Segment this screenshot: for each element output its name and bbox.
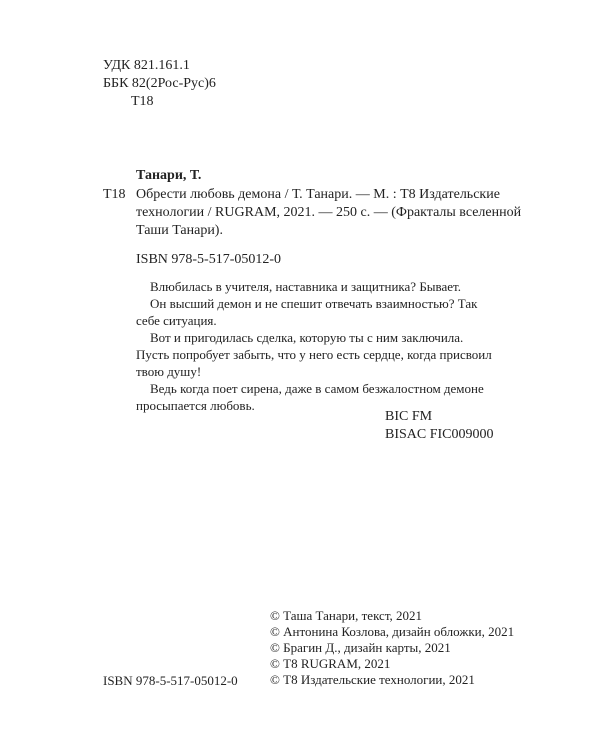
isbn-record: ISBN 978-5-517-05012-0 [136, 252, 282, 267]
bib-line: Обрести любовь демона / Т. Танари. — М. : Т8 Издательские [136, 187, 500, 202]
copyright-line: © Т8 Издательские технологии, 2021 [270, 672, 475, 687]
udc-code: УДК 821.161.1 [103, 58, 190, 73]
bisac-code: BISAC FIC009000 [385, 427, 494, 442]
annotation-line: просыпается любовь. [136, 398, 255, 413]
bic-code: BIC FM [385, 409, 433, 424]
author-mark: Т18 [103, 187, 126, 202]
author-mark-top: Т18 [131, 94, 154, 109]
copyright-line: © Таша Танари, текст, 2021 [270, 608, 423, 623]
annotation-line: Ведь когда поет сирена, даже в самом безжалостном демоне [150, 381, 484, 396]
bib-line: технологии / RUGRAM, 2021. — 250 с. — (Фракталы вселенной [136, 205, 522, 220]
annotation-line: Вот и пригодилась сделка, которую ты с ним заключила. [150, 330, 464, 345]
isbn-footer: ISBN 978-5-517-05012-0 [103, 673, 238, 688]
annotation-line: Влюбилась в учителя, наставника и защитника? Бывает. [150, 279, 461, 294]
subject-codes [385, 408, 494, 444]
author-name: Танари, Т. [136, 168, 202, 183]
annotation-line: себе ситуация. [136, 313, 217, 328]
annotation [136, 278, 494, 414]
annotation-line: Он высший демон и не спешит отвечать взаимностью? Так [150, 296, 478, 311]
copyright-line: © Т8 RUGRAM, 2021 [270, 656, 391, 671]
bbk-code: ББК 82(2Рос-Рус)6 [103, 76, 216, 91]
annotation-line: твою душу! [136, 364, 202, 379]
copyright-line: © Брагин Д., дизайн карты, 2021 [270, 640, 451, 655]
bib-line: Таши Танари). [136, 223, 223, 238]
annotation-line: Пусть попробует забыть, что у него есть сердце, когда присвоил [136, 347, 492, 362]
bibliographic-description [136, 186, 522, 240]
copyright-line: © Антонина Козлова, дизайн обложки, 2021 [270, 624, 515, 639]
copyright-list [270, 608, 514, 688]
